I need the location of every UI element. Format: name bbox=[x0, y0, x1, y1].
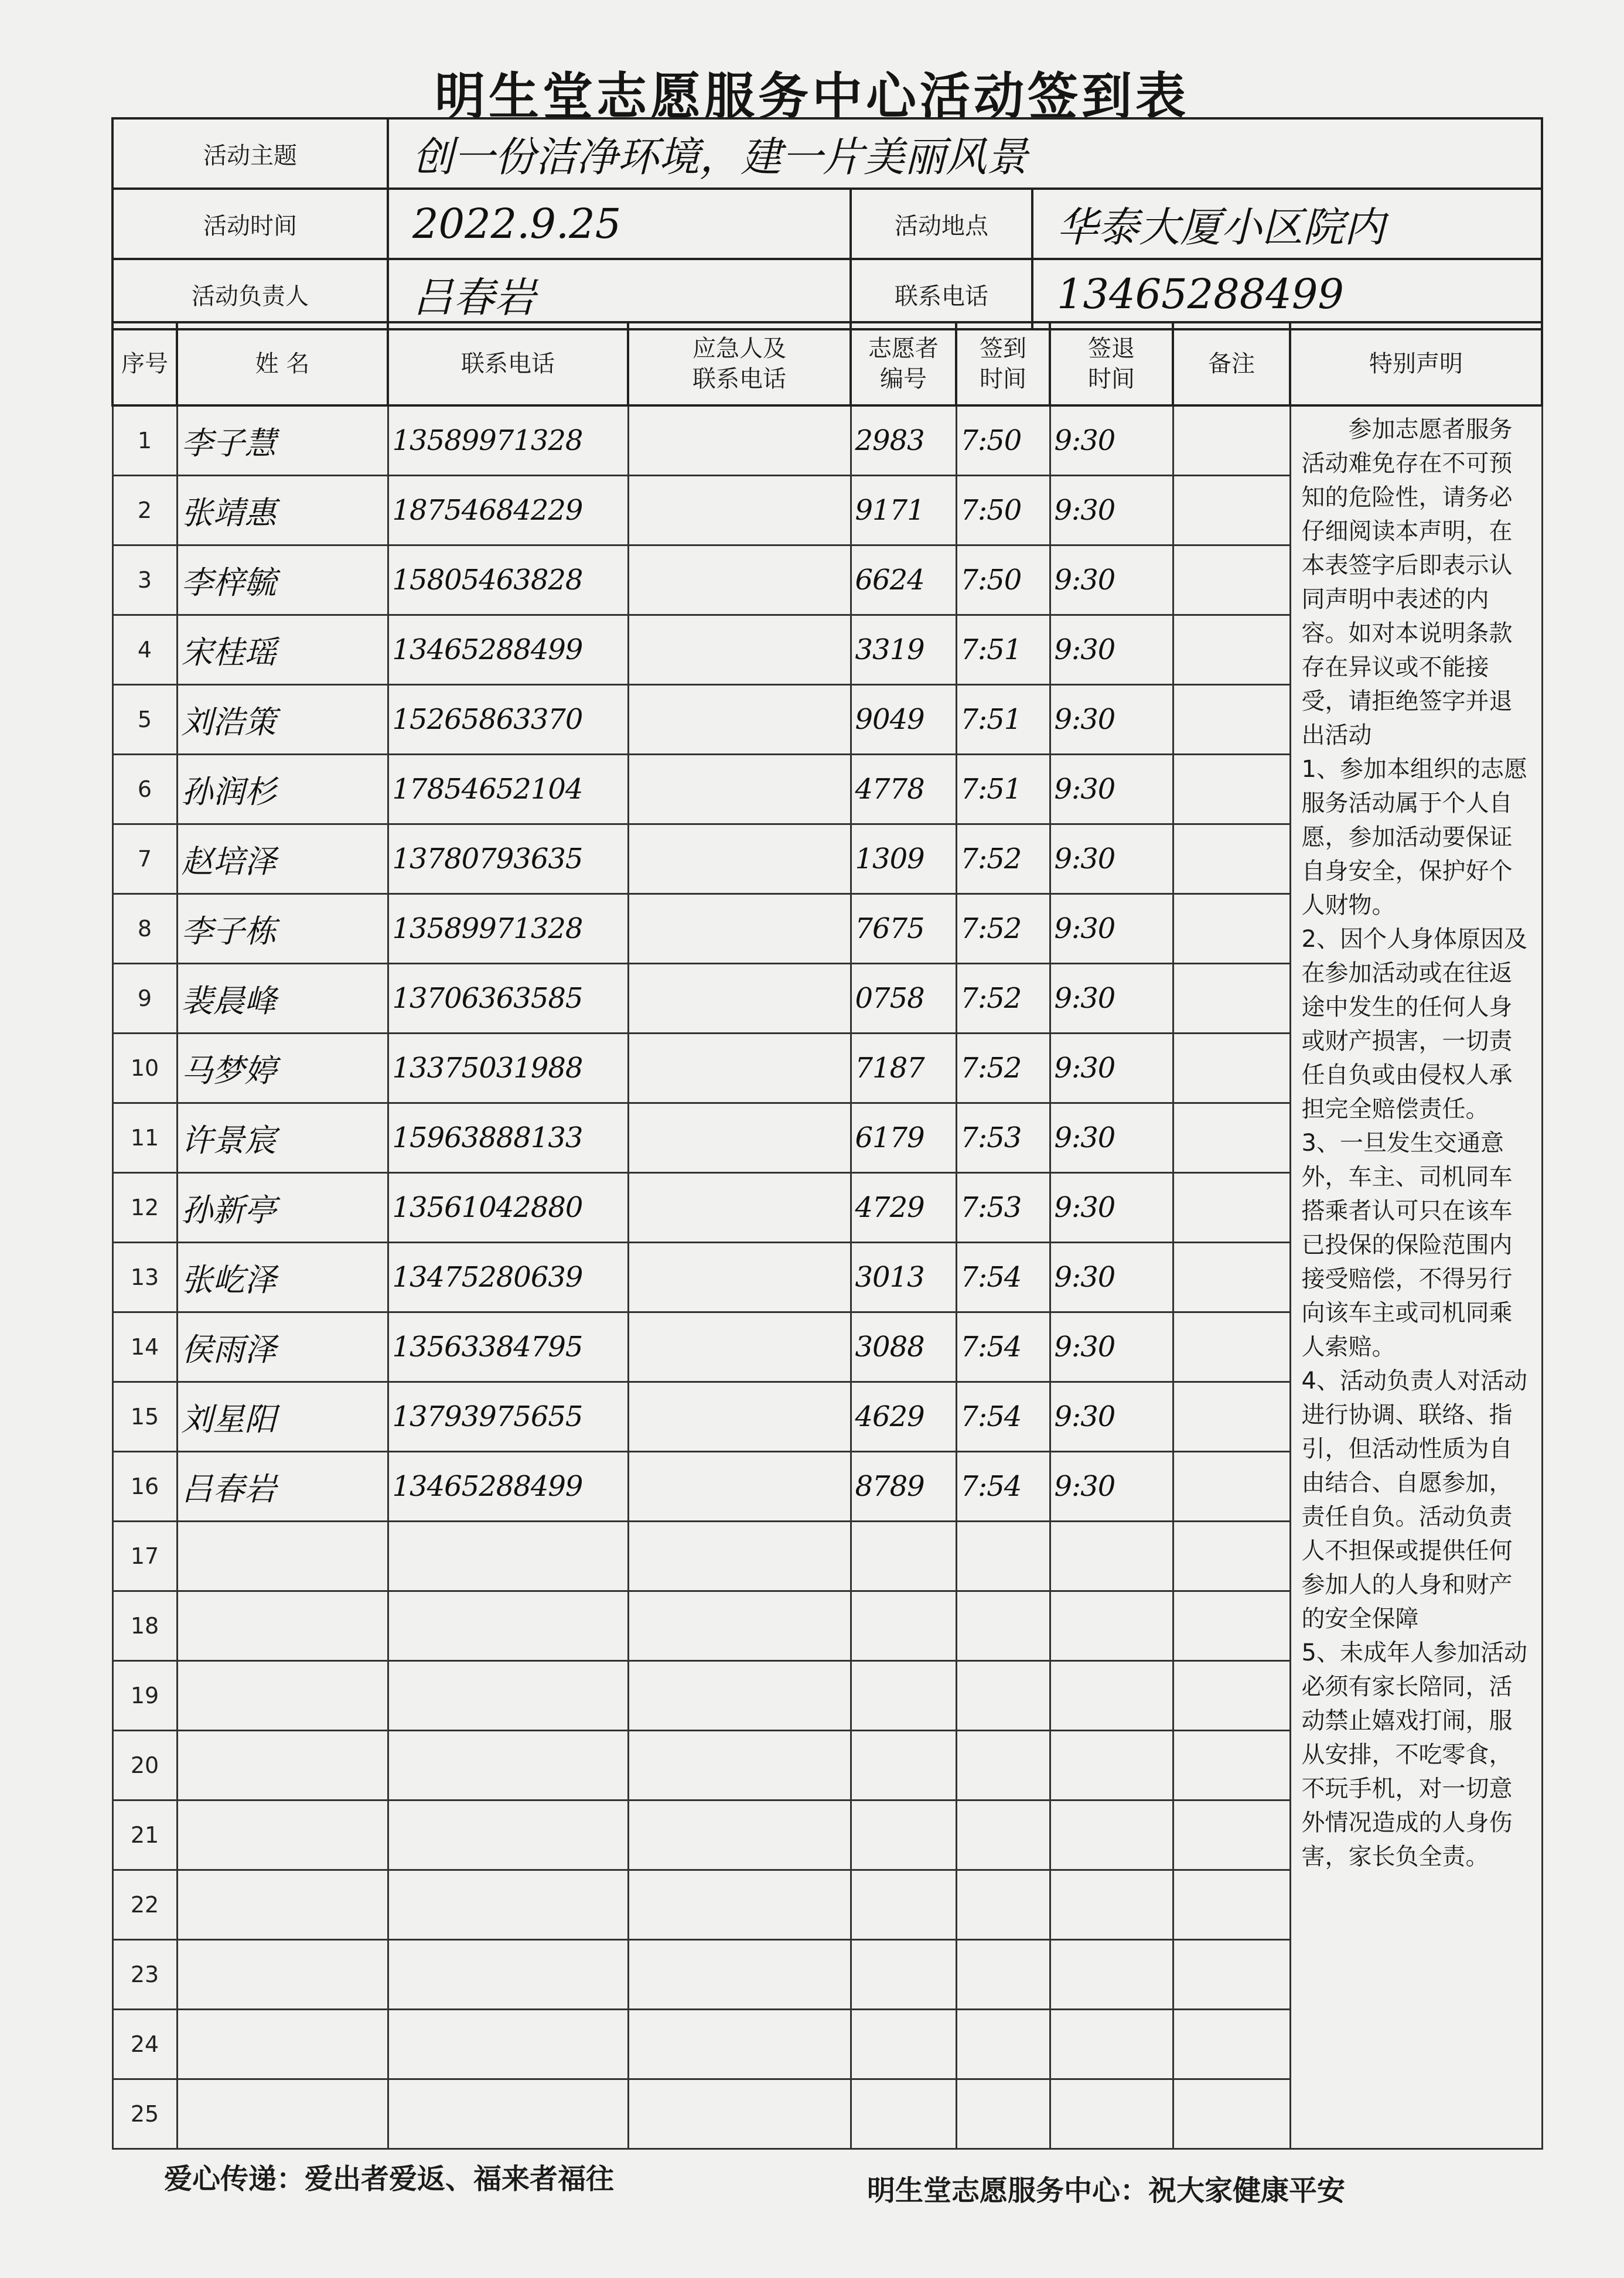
volunteer-id[interactable]: 7187 bbox=[851, 1034, 956, 1103]
checkin-time[interactable] bbox=[956, 1591, 1050, 1661]
volunteer-id[interactable] bbox=[851, 1591, 956, 1661]
volunteer-id[interactable]: 9171 bbox=[851, 476, 956, 545]
footer-motto: 爱心传递：爱出者爱返、福来者福往 bbox=[164, 2163, 615, 2195]
row-number: 23 bbox=[112, 1940, 177, 2010]
checkin-time[interactable]: 7:51 bbox=[956, 615, 1050, 685]
volunteer-id[interactable]: 3319 bbox=[851, 615, 956, 685]
checkout-time[interactable]: 9:30 bbox=[1050, 615, 1173, 685]
remark-cell[interactable] bbox=[1173, 1661, 1290, 1731]
volunteer-phone[interactable]: 17854652104 bbox=[388, 755, 628, 824]
volunteer-name[interactable]: 孙润杉 bbox=[177, 755, 388, 824]
checkin-time[interactable]: 7:53 bbox=[956, 1103, 1050, 1173]
volunteer-phone[interactable] bbox=[388, 1870, 628, 1940]
checkout-time[interactable]: 9:30 bbox=[1050, 1382, 1173, 1452]
remark-cell[interactable] bbox=[1173, 1731, 1290, 1800]
remark-cell[interactable] bbox=[1173, 545, 1290, 615]
volunteer-phone[interactable]: 13475280639 bbox=[388, 1243, 628, 1312]
volunteer-name[interactable]: 李子栋 bbox=[177, 894, 388, 964]
volunteer-id[interactable]: 7675 bbox=[851, 894, 956, 964]
checkout-time[interactable]: 9:30 bbox=[1050, 964, 1173, 1034]
volunteer-name[interactable]: 侯雨泽 bbox=[177, 1312, 388, 1382]
volunteer-phone[interactable]: 13561042880 bbox=[388, 1173, 628, 1243]
volunteer-id[interactable]: 6624 bbox=[851, 545, 956, 615]
special-declaration bbox=[1290, 405, 1542, 2149]
volunteer-id[interactable]: 3088 bbox=[851, 1312, 956, 1382]
page-title: 明生堂志愿服务中心活动签到表 bbox=[435, 67, 1189, 126]
row-number: 3 bbox=[112, 545, 177, 615]
remark-cell[interactable] bbox=[1173, 755, 1290, 824]
volunteer-phone[interactable]: 13706363585 bbox=[388, 964, 628, 1034]
checkin-time[interactable]: 7:50 bbox=[956, 405, 1050, 476]
footer-blessing: 明生堂志愿服务中心：祝大家健康平安 bbox=[867, 2174, 1346, 2207]
emergency-contact[interactable] bbox=[628, 894, 851, 964]
volunteer-name[interactable] bbox=[177, 1870, 388, 1940]
emergency-contact[interactable] bbox=[628, 1103, 851, 1173]
remark-cell[interactable] bbox=[1173, 964, 1290, 1034]
checkout-time[interactable]: 9:30 bbox=[1050, 545, 1173, 615]
volunteer-id[interactable] bbox=[851, 1940, 956, 2010]
emergency-contact[interactable] bbox=[628, 1173, 851, 1243]
checkin-time[interactable]: 7:50 bbox=[956, 545, 1050, 615]
theme-value[interactable]: 创一份洁净环境，建一片美丽风景 bbox=[388, 118, 1542, 189]
checkout-time[interactable]: 9:30 bbox=[1050, 405, 1173, 476]
checkin-time[interactable] bbox=[956, 1870, 1050, 1940]
time-value[interactable]: 2022.9.25 bbox=[388, 189, 851, 259]
emergency-contact[interactable] bbox=[628, 1034, 851, 1103]
col-header-checkout: 签退 时间 bbox=[1050, 322, 1173, 405]
emergency-contact[interactable] bbox=[628, 1591, 851, 1661]
remark-cell[interactable] bbox=[1173, 1382, 1290, 1452]
emergency-contact[interactable] bbox=[628, 2010, 851, 2079]
remark-cell[interactable] bbox=[1173, 1243, 1290, 1312]
volunteer-phone[interactable]: 13589971328 bbox=[388, 405, 628, 476]
checkin-time[interactable] bbox=[956, 2010, 1050, 2079]
volunteer-name[interactable]: 张靖惠 bbox=[177, 476, 388, 545]
volunteer-name[interactable] bbox=[177, 1522, 388, 1591]
volunteer-name[interactable]: 孙新亭 bbox=[177, 1173, 388, 1243]
checkin-time[interactable]: 7:50 bbox=[956, 476, 1050, 545]
col-header-remark: 备注 bbox=[1173, 322, 1290, 405]
volunteer-name[interactable]: 宋桂瑶 bbox=[177, 615, 388, 685]
volunteer-phone[interactable] bbox=[388, 1940, 628, 2010]
volunteer-id[interactable]: 4729 bbox=[851, 1173, 956, 1243]
checkout-time[interactable] bbox=[1050, 1800, 1173, 1870]
table-row bbox=[112, 405, 1542, 476]
row-number: 14 bbox=[112, 1312, 177, 1382]
remark-cell[interactable] bbox=[1173, 894, 1290, 964]
volunteer-name[interactable] bbox=[177, 1940, 388, 2010]
emergency-contact[interactable] bbox=[628, 1522, 851, 1591]
emergency-contact[interactable] bbox=[628, 405, 851, 476]
col-header-no: 序号 bbox=[112, 322, 177, 405]
row-number: 12 bbox=[112, 1173, 177, 1243]
volunteer-name[interactable]: 赵培泽 bbox=[177, 824, 388, 894]
checkout-time[interactable]: 9:30 bbox=[1050, 685, 1173, 755]
volunteer-name[interactable] bbox=[177, 1591, 388, 1661]
row-number: 21 bbox=[112, 1800, 177, 1870]
remark-cell[interactable] bbox=[1173, 1034, 1290, 1103]
checkout-time[interactable]: 9:30 bbox=[1050, 476, 1173, 545]
row-number: 18 bbox=[112, 1591, 177, 1661]
emergency-contact[interactable] bbox=[628, 755, 851, 824]
leader-label: 活动负责人 bbox=[112, 259, 388, 329]
checkout-time[interactable] bbox=[1050, 1591, 1173, 1661]
emergency-contact[interactable] bbox=[628, 2079, 851, 2149]
volunteer-phone[interactable]: 13780793635 bbox=[388, 824, 628, 894]
checkout-time[interactable] bbox=[1050, 1870, 1173, 1940]
checkin-time[interactable]: 7:53 bbox=[956, 1173, 1050, 1243]
volunteer-id[interactable] bbox=[851, 1870, 956, 1940]
checkout-time[interactable] bbox=[1050, 1661, 1173, 1731]
checkout-time[interactable]: 9:30 bbox=[1050, 1103, 1173, 1173]
volunteer-name[interactable] bbox=[177, 1731, 388, 1800]
volunteer-id[interactable]: 4778 bbox=[851, 755, 956, 824]
remark-cell[interactable] bbox=[1173, 615, 1290, 685]
declaration-paragraph: 参加志愿者服务活动难免存在不可预知的危险性，请务必仔细阅读本声明，在本表签字后即表示认同声明中表述的内容。如对本说明条款存在异议或不能接受，请拒绝签字并退出活动 bbox=[1301, 416, 1513, 749]
volunteer-phone[interactable] bbox=[388, 2079, 628, 2149]
row-number: 25 bbox=[112, 2079, 177, 2149]
emergency-contact[interactable] bbox=[628, 685, 851, 755]
col-header-phone: 联系电话 bbox=[388, 322, 628, 405]
contact-phone-value[interactable]: 13465288499 bbox=[1032, 259, 1542, 329]
volunteer-phone[interactable]: 13589971328 bbox=[388, 894, 628, 964]
volunteer-phone[interactable]: 13465288499 bbox=[388, 1452, 628, 1522]
contact-phone-label: 联系电话 bbox=[851, 259, 1032, 329]
row-number: 20 bbox=[112, 1731, 177, 1800]
checkout-time[interactable]: 9:30 bbox=[1050, 1243, 1173, 1312]
col-header-name: 姓 名 bbox=[177, 322, 388, 405]
volunteer-name[interactable]: 裴晨峰 bbox=[177, 964, 388, 1034]
volunteer-phone[interactable]: 13793975655 bbox=[388, 1382, 628, 1452]
volunteer-id[interactable]: 3013 bbox=[851, 1243, 956, 1312]
time-label: 活动时间 bbox=[112, 189, 388, 259]
remark-cell[interactable] bbox=[1173, 1522, 1290, 1591]
volunteer-name[interactable] bbox=[177, 2010, 388, 2079]
emergency-contact[interactable] bbox=[628, 824, 851, 894]
volunteer-phone[interactable]: 15805463828 bbox=[388, 545, 628, 615]
volunteer-id[interactable]: 6179 bbox=[851, 1103, 956, 1173]
volunteer-id[interactable]: 1309 bbox=[851, 824, 956, 894]
volunteer-phone[interactable] bbox=[388, 2010, 628, 2079]
volunteer-id[interactable]: 0758 bbox=[851, 964, 956, 1034]
checkin-time[interactable] bbox=[956, 1661, 1050, 1731]
emergency-contact[interactable] bbox=[628, 964, 851, 1034]
volunteer-name[interactable]: 吕春岩 bbox=[177, 1452, 388, 1522]
checkout-time[interactable]: 9:30 bbox=[1050, 1312, 1173, 1382]
volunteer-id[interactable] bbox=[851, 1731, 956, 1800]
theme-label: 活动主题 bbox=[112, 118, 388, 189]
checkin-time[interactable]: 7:54 bbox=[956, 1243, 1050, 1312]
volunteer-name[interactable] bbox=[177, 1800, 388, 1870]
emergency-contact[interactable] bbox=[628, 545, 851, 615]
volunteer-name[interactable]: 张屹泽 bbox=[177, 1243, 388, 1312]
volunteer-name[interactable] bbox=[177, 1661, 388, 1731]
volunteer-id[interactable]: 2983 bbox=[851, 405, 956, 476]
checkout-time[interactable] bbox=[1050, 1522, 1173, 1591]
volunteer-phone[interactable] bbox=[388, 1731, 628, 1800]
checkout-time[interactable]: 9:30 bbox=[1050, 824, 1173, 894]
checkout-time[interactable] bbox=[1050, 1940, 1173, 2010]
emergency-contact[interactable] bbox=[628, 1731, 851, 1800]
checkin-time[interactable] bbox=[956, 1940, 1050, 2010]
emergency-contact[interactable] bbox=[628, 1940, 851, 2010]
row-number: 13 bbox=[112, 1243, 177, 1312]
volunteer-id[interactable] bbox=[851, 1522, 956, 1591]
declaration-paragraph: 1、参加本组织的志愿服务活动属于个人自愿，参加活动要保证自身安全，保护好个人财物。 bbox=[1301, 756, 1527, 919]
remark-cell[interactable] bbox=[1173, 1173, 1290, 1243]
volunteer-phone[interactable]: 13563384795 bbox=[388, 1312, 628, 1382]
declaration-paragraph: 3、一旦发生交通意外，车主、司机同车搭乘者认可只在该车已投保的保险范围内接受赔偿，不得另行向该车主或司机同乘人索赔。 bbox=[1301, 1130, 1513, 1360]
checkin-time[interactable]: 7:54 bbox=[956, 1312, 1050, 1382]
remark-cell[interactable] bbox=[1173, 824, 1290, 894]
row-number: 19 bbox=[112, 1661, 177, 1731]
volunteer-id[interactable] bbox=[851, 1800, 956, 1870]
emergency-contact[interactable] bbox=[628, 1243, 851, 1312]
checkout-time[interactable]: 9:30 bbox=[1050, 894, 1173, 964]
volunteer-id[interactable]: 9049 bbox=[851, 685, 956, 755]
checkout-time[interactable] bbox=[1050, 2079, 1173, 2149]
emergency-contact[interactable] bbox=[628, 1870, 851, 1940]
col-header-checkin: 签到 时间 bbox=[956, 322, 1050, 405]
checkin-time[interactable]: 7:54 bbox=[956, 1382, 1050, 1452]
row-number: 10 bbox=[112, 1034, 177, 1103]
volunteer-phone[interactable]: 15265863370 bbox=[388, 685, 628, 755]
volunteer-name[interactable]: 李子慧 bbox=[177, 405, 388, 476]
volunteer-id[interactable] bbox=[851, 2010, 956, 2079]
checkin-time[interactable] bbox=[956, 2079, 1050, 2149]
remark-cell[interactable] bbox=[1173, 1800, 1290, 1870]
emergency-contact[interactable] bbox=[628, 1382, 851, 1452]
emergency-contact[interactable] bbox=[628, 476, 851, 545]
checkout-time[interactable] bbox=[1050, 1731, 1173, 1800]
checkout-time[interactable]: 9:30 bbox=[1050, 1452, 1173, 1522]
checkin-time[interactable]: 7:51 bbox=[956, 685, 1050, 755]
remark-cell[interactable] bbox=[1173, 476, 1290, 545]
checkin-time[interactable]: 7:51 bbox=[956, 755, 1050, 824]
location-value[interactable]: 华泰大厦小区院内 bbox=[1032, 189, 1542, 259]
remark-cell[interactable] bbox=[1173, 685, 1290, 755]
volunteer-id[interactable] bbox=[851, 1661, 956, 1731]
checkin-time[interactable]: 7:52 bbox=[956, 824, 1050, 894]
col-header-emergency: 应急人及 联系电话 bbox=[628, 322, 851, 405]
volunteer-phone[interactable]: 18754684229 bbox=[388, 476, 628, 545]
row-number: 1 bbox=[112, 405, 177, 476]
remark-cell[interactable] bbox=[1173, 1870, 1290, 1940]
checkout-time[interactable]: 9:30 bbox=[1050, 1034, 1173, 1103]
row-number: 22 bbox=[112, 1870, 177, 1940]
volunteer-phone[interactable]: 15963888133 bbox=[388, 1103, 628, 1173]
volunteer-phone[interactable] bbox=[388, 1800, 628, 1870]
checkin-time[interactable] bbox=[956, 1800, 1050, 1870]
row-number: 7 bbox=[112, 824, 177, 894]
emergency-contact[interactable] bbox=[628, 1661, 851, 1731]
emergency-contact[interactable] bbox=[628, 615, 851, 685]
remark-cell[interactable] bbox=[1173, 2010, 1290, 2079]
location-label: 活动地点 bbox=[851, 189, 1032, 259]
checkin-time[interactable]: 7:54 bbox=[956, 1452, 1050, 1522]
remark-cell[interactable] bbox=[1173, 405, 1290, 476]
sign-in-sheet bbox=[111, 117, 1541, 2127]
emergency-contact[interactable] bbox=[628, 1452, 851, 1522]
remark-cell[interactable] bbox=[1173, 1103, 1290, 1173]
volunteer-name[interactable]: 刘浩策 bbox=[177, 685, 388, 755]
volunteer-name[interactable]: 李梓毓 bbox=[177, 545, 388, 615]
row-number: 6 bbox=[112, 755, 177, 824]
remark-cell[interactable] bbox=[1173, 1591, 1290, 1661]
volunteer-id[interactable]: 8789 bbox=[851, 1452, 956, 1522]
activity-info-table bbox=[111, 117, 1543, 330]
volunteer-name[interactable]: 刘星阳 bbox=[177, 1382, 388, 1452]
declaration-paragraph: 2、因个人身体原因及在参加活动或在往返途中发生的任何人身或财产损害，一切责任自负或由侵权人承担完全赔偿责任。 bbox=[1301, 926, 1527, 1123]
row-number: 9 bbox=[112, 964, 177, 1034]
volunteer-phone[interactable]: 13375031988 bbox=[388, 1034, 628, 1103]
row-number: 4 bbox=[112, 615, 177, 685]
volunteer-name[interactable] bbox=[177, 2079, 388, 2149]
remark-cell[interactable] bbox=[1173, 1312, 1290, 1382]
volunteer-phone[interactable] bbox=[388, 1522, 628, 1591]
volunteer-phone[interactable]: 13465288499 bbox=[388, 615, 628, 685]
remark-cell[interactable] bbox=[1173, 1452, 1290, 1522]
emergency-contact[interactable] bbox=[628, 1800, 851, 1870]
declaration-paragraph: 4、活动负责人对活动进行协调、联络、指引，但活动性质为自由结合、自愿参加，责任自负。活动负责人不担保或提供任何参加人的人身和财产的安全保障 bbox=[1301, 1368, 1527, 1632]
row-number: 24 bbox=[112, 2010, 177, 2079]
col-header-vol-id: 志愿者 编号 bbox=[851, 322, 956, 405]
checkin-time[interactable]: 7:52 bbox=[956, 964, 1050, 1034]
volunteer-phone[interactable] bbox=[388, 1661, 628, 1731]
row-number: 2 bbox=[112, 476, 177, 545]
volunteer-name[interactable]: 马梦婷 bbox=[177, 1034, 388, 1103]
declaration-paragraph: 5、未成年人参加活动必须有家长陪同，活动禁止嬉戏打闹，服从安排，不吃零食，不玩手机，对一切意外情况造成的人身伤害，家长负全责。 bbox=[1301, 1639, 1527, 1870]
remark-cell[interactable] bbox=[1173, 2079, 1290, 2149]
checkin-time[interactable] bbox=[956, 1731, 1050, 1800]
volunteer-id[interactable] bbox=[851, 2079, 956, 2149]
row-number: 17 bbox=[112, 1522, 177, 1591]
leader-value[interactable]: 吕春岩 bbox=[388, 259, 851, 329]
volunteer-table bbox=[111, 321, 1543, 2150]
volunteer-phone[interactable] bbox=[388, 1591, 628, 1661]
row-number: 11 bbox=[112, 1103, 177, 1173]
row-number: 5 bbox=[112, 685, 177, 755]
checkin-time[interactable]: 7:52 bbox=[956, 894, 1050, 964]
checkout-time[interactable]: 9:30 bbox=[1050, 1173, 1173, 1243]
checkin-time[interactable] bbox=[956, 1522, 1050, 1591]
row-number: 15 bbox=[112, 1382, 177, 1452]
emergency-contact[interactable] bbox=[628, 1312, 851, 1382]
row-number: 16 bbox=[112, 1452, 177, 1522]
volunteer-name[interactable]: 许景宸 bbox=[177, 1103, 388, 1173]
volunteer-id[interactable]: 4629 bbox=[851, 1382, 956, 1452]
checkout-time[interactable]: 9:30 bbox=[1050, 755, 1173, 824]
checkin-time[interactable]: 7:52 bbox=[956, 1034, 1050, 1103]
col-header-declaration: 特别声明 bbox=[1290, 322, 1542, 405]
remark-cell[interactable] bbox=[1173, 1940, 1290, 2010]
checkout-time[interactable] bbox=[1050, 2010, 1173, 2079]
row-number: 8 bbox=[112, 894, 177, 964]
